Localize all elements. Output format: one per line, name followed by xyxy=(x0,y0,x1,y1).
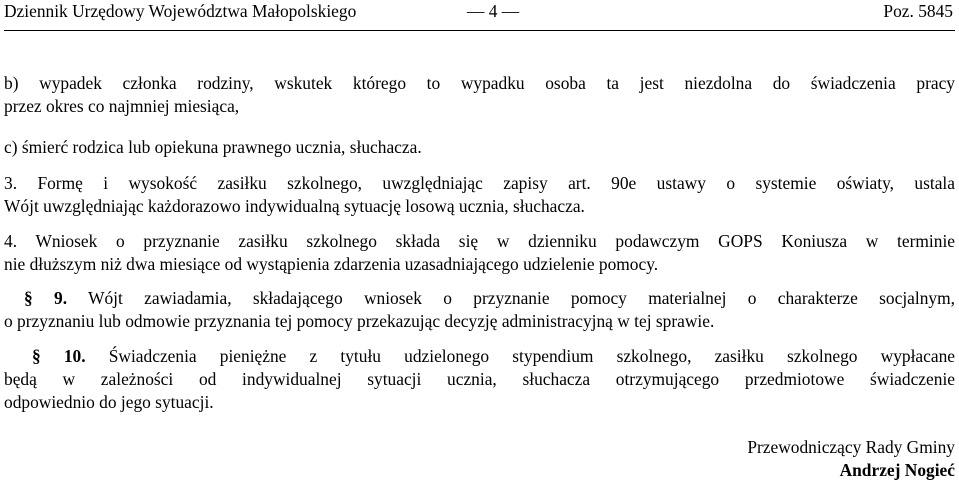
section-9-line1 xyxy=(4,287,955,310)
section-9-label: § 9. xyxy=(24,288,68,308)
journal-title: Dziennik Urzędowy Województwa Małopolskiego xyxy=(4,1,357,21)
item-b-line1: b) wypadek członka rodziny, wskutek którego to wypadku osoba ta jest niezdolna do świadczenia pracy xyxy=(4,73,955,93)
section-9-line2: o przyznaniu lub odmowie przyznania tej pomocy przekazując decyzję administracyjną w tej sprawie. xyxy=(4,311,715,332)
paragraph-3-line1: 3. Formę i wysokość zasiłku szkolnego, uwzględniając zapisy art. 90e ustawy o systemie oświaty, ustala xyxy=(4,173,955,193)
page-header xyxy=(4,0,955,31)
section-9 xyxy=(4,287,955,333)
paragraph-4-line2: nie dłuższym niż dwa miesiące od wystąpienia zdarzenia uzasadniającego udzielenie pomocy. xyxy=(4,254,659,275)
paragraph-3 xyxy=(4,172,955,218)
item-b-line2: przez okres co najmniej miesiąca, xyxy=(4,96,240,117)
paragraph-3-line2: Wójt uwzględniając każdorazowo indywidualną sytuację losową ucznia, słuchacza. xyxy=(4,196,585,217)
position-number: Poz. 5845 xyxy=(883,1,953,21)
section-10 xyxy=(4,345,955,414)
section-10-text1: Świadczenia pieniężne z tytułu udzielonego stypendium szkolnego, zasiłku szkolnego wypłacane xyxy=(108,346,955,366)
page-number: — 4 — xyxy=(467,1,520,21)
item-c-line1: c) śmierć rodzica lub opiekuna prawnego ucznia, słuchacza. xyxy=(4,137,422,157)
signature-block xyxy=(747,436,955,482)
section-10-line1 xyxy=(4,345,955,368)
signature-name: Andrzej Nogieć xyxy=(839,460,955,481)
section-10-line2: będą w zależności od indywidualnej sytuacji ucznia, słuchacza otrzymującego przedmiotowe świadczenie xyxy=(4,369,955,390)
paragraph-4 xyxy=(4,230,955,276)
item-b xyxy=(4,72,955,118)
signature-title: Przewodniczący Rady Gminy xyxy=(747,437,955,457)
item-c xyxy=(4,136,955,159)
section-10-line3: odpowiednio do jego sytuacji. xyxy=(4,392,214,413)
paragraph-4-line1: 4. Wniosek o przyznanie zasiłku szkolnego składa się w dzienniku podawczym GOPS Koniusza w terminie xyxy=(4,231,955,251)
section-9-text1: Wójt zawiadamia, składającego wniosek o przyznanie pomocy materialnej o charakterze socjalnym, xyxy=(88,288,955,308)
section-10-label: § 10. xyxy=(32,346,86,366)
